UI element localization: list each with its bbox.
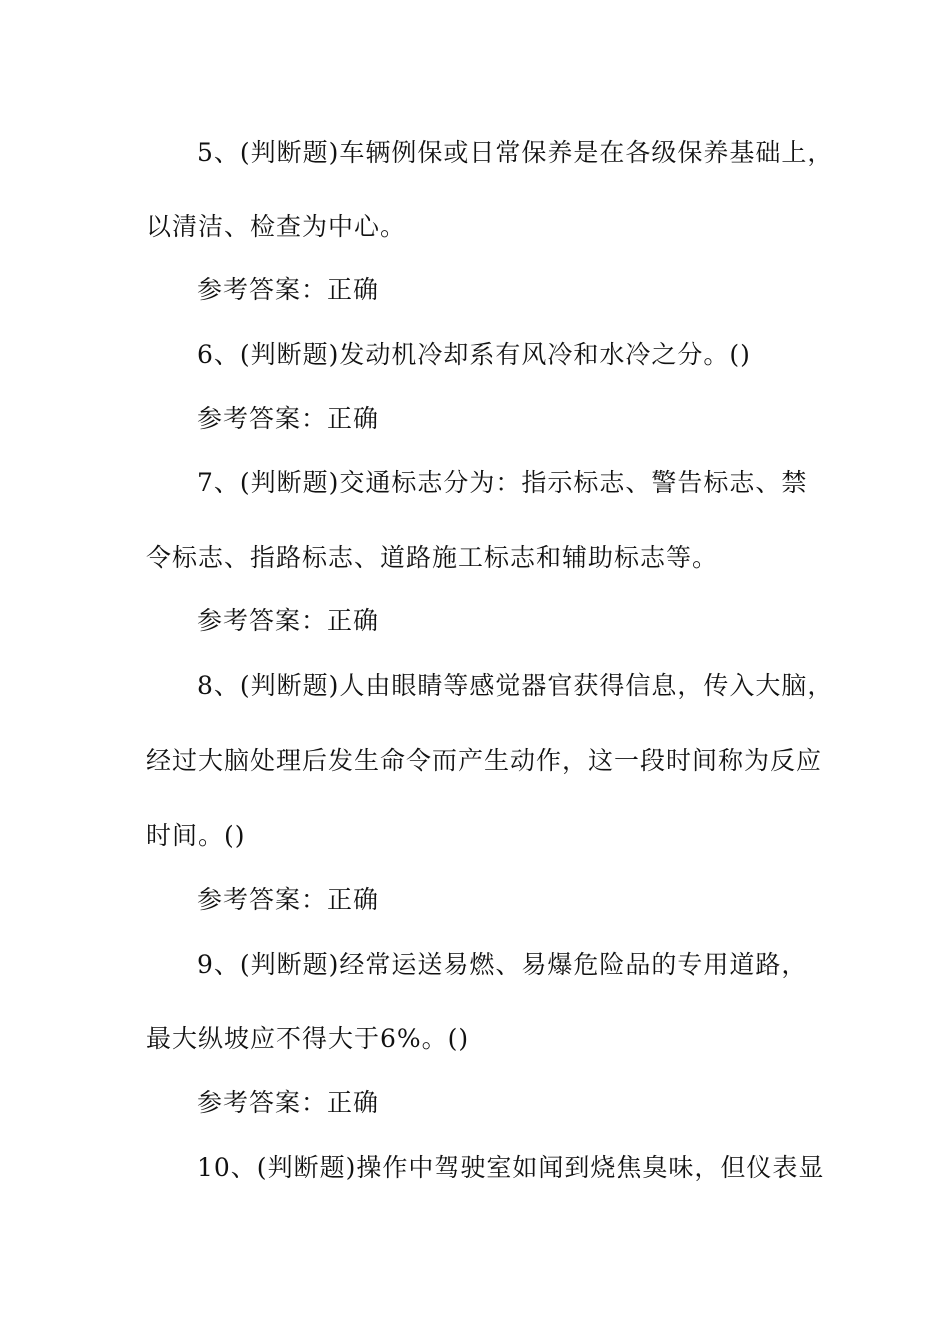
answer-text: 参考答案：正确 (197, 275, 380, 304)
question-text-line: 以清洁、检查为中心。 (146, 212, 407, 241)
question-text-line: 8、(判断题)人由眼睛等感觉器官获得信息，传入大脑， (197, 671, 834, 700)
answer-text: 参考答案：正确 (197, 1088, 380, 1117)
answer-text: 参考答案：正确 (197, 404, 380, 433)
question-text-line: 5、(判断题)车辆例保或日常保养是在各级保养基础上， (197, 138, 834, 167)
answer-text: 参考答案：正确 (197, 885, 380, 914)
question-text-line: 6、(判断题)发动机冷却系有风冷和水冷之分。() (197, 340, 751, 369)
question-text-line: 7、(判断题)交通标志分为：指示标志、警告标志、禁 (197, 468, 808, 497)
question-text-line: 最大纵坡应不得大于6%。() (146, 1024, 470, 1053)
question-text-line: 令标志、指路标志、道路施工标志和辅助标志等。 (146, 543, 719, 572)
question-text-line: 10、(判断题)操作中驾驶室如闻到烧焦臭味，但仪表显 (197, 1153, 825, 1182)
question-text-line: 时间。() (146, 821, 246, 850)
question-text-line: 经过大脑处理后发生命令而产生动作，这一段时间称为反应 (146, 746, 823, 775)
question-text-line: 9、(判断题)经常运送易燃、易爆危险品的专用道路， (197, 950, 808, 979)
answer-text: 参考答案：正确 (197, 606, 380, 635)
